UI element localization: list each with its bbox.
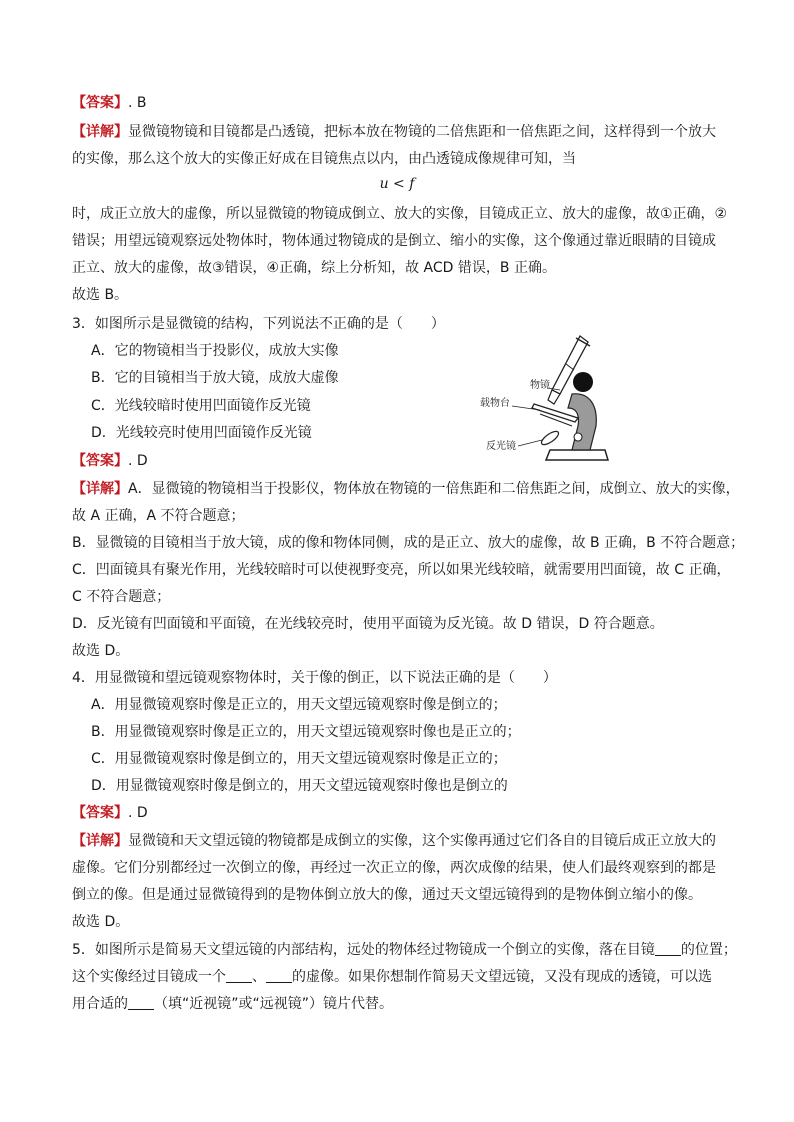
detail-label: 【详解】 — [72, 481, 128, 497]
q4-conclusion: 故选 D。 — [72, 914, 130, 930]
q4-option-c: C．用显微镜观察时像是倒立的，用天文望远镜观察时像是正立的； — [91, 751, 507, 767]
detail-label: 【详解】 — [72, 833, 128, 849]
q4-answer: . D — [128, 805, 148, 821]
q2-detail-line-3: 时，成正立放大的虚像，所以显微镜的物镜成倒立、放大的实像，目镜成正立、放大的虚像，故①正确，② — [72, 206, 728, 222]
q4-option-d: D．用显微镜观察时像是倒立的，用天文望远镜观察时像也是倒立的 — [91, 778, 508, 794]
q3-answer-line — [72, 451, 148, 471]
q3-option-a: A．它的物镜相当于投影仪，成放大实像 — [91, 343, 339, 359]
q3-detail-line-5: C 不符合题意； — [72, 589, 171, 605]
q4-option-a: A．用显微镜观察时像是正立的，用天文望远镜观察时像是倒立的； — [91, 697, 507, 713]
q2-conclusion: 故选 B。 — [72, 287, 129, 303]
q4-answer-line — [72, 803, 148, 823]
q3-detail-line-6: D．反光镜有凹面镜和平面镜，在光线较亮时，使用平面镜为反光镜。故 D 错误，D 符合题意。 — [72, 616, 664, 632]
q4-detail-line-3: 倒立的像。但是通过显微镜得到的是物体倒立放大的像，通过天文望远镜得到的是物体倒立缩小的像。 — [72, 887, 702, 903]
q2-detail-line-5: 正立、放大的虚像，故③错误，④正确，综上分析知，故 ACD 错误，B 正确。 — [72, 260, 556, 276]
q2-detail-line-4: 错误；用望远镜观察远处物体时，物体通过物镜成的是倒立、缩小的实像，这个像通过靠近眼睛的目镜成 — [72, 233, 716, 249]
q3-stem: 3．如图所示是显微镜的结构，下列说法不正确的是（ ） — [72, 316, 445, 332]
q3-detail-line-3: B．显微镜的目镜相当于放大镜，成的像和物体同侧，成的是正立、放大的虚像，故 B 正确，B 不符合题意； — [72, 535, 745, 551]
q5-stem-line-3: 用合适的 （填“近视镜”或“远视镜”）镜片代替。 — [72, 996, 394, 1012]
q3-detail-line-1: 【详解】A．显微镜的物镜相当于投影仪，物体放在物镜的一倍焦距和二倍焦距之间，成倒立、放大的实像， — [72, 481, 740, 497]
q2-formula: u < f — [379, 176, 415, 192]
q3-option-b: B．它的目镜相当于放大镜，成放大虚像 — [91, 370, 339, 386]
answer-label: 【答案】 — [72, 805, 128, 821]
q3-answer: . D — [128, 453, 148, 469]
label-mirror: 反光镜 — [486, 441, 516, 452]
q3-detail-line-4: C．凹面镜具有聚光作用，光线较暗时可以使视野变亮，所以如果光线较暗，就需要用凹面镜，故 C 正确， — [72, 562, 731, 578]
q4-detail-line-2: 虚像。它们分别都经过一次倒立的像，再经过一次正立的像，两次成像的结果，使人们最终观察到的都是 — [72, 860, 716, 876]
label-stage: 载物台 — [480, 398, 510, 409]
q4-option-b: B．用显微镜观察时像是正立的，用天文望远镜观察时像也是正立的； — [91, 724, 521, 740]
q4-stem: 4．用显微镜和望远镜观察物体时，关于像的倒正，以下说法正确的是（ ） — [72, 670, 557, 686]
answer-blank-1[interactable] — [655, 941, 681, 956]
answer-label: 【答案】 — [72, 453, 128, 469]
q3-detail-line-2: 故 A 正确，A 不符合题意； — [72, 508, 245, 524]
answer-blank-2[interactable] — [226, 968, 252, 983]
q5-stem-line-2: 这个实像经过目镜成一个 、 的虚像。如果你想制作简易天文望远镜，又没有现成的透镜，可以选 — [72, 969, 712, 985]
label-objective: 物镜 — [530, 380, 550, 391]
q5-stem-line-1: 5．如图所示是简易天文望远镜的内部结构，远处的物体经过物镜成一个倒立的实像，落在目镜 的位置； — [72, 942, 737, 958]
q3-conclusion: 故选 D。 — [72, 643, 130, 659]
q4-detail-line-1: 【详解】显微镜和天文望远镜的物镜都是成倒立的实像，这个实像再通过它们各自的目镜后成正立放大的 — [72, 833, 716, 849]
q3-option-d: D．光线较亮时使用凹面镜作反光镜 — [91, 425, 312, 441]
microscope-figure — [480, 334, 615, 464]
detail-label: 【详解】 — [72, 124, 128, 140]
q2-detail-line-1: 【详解】显微镜物镜和目镜都是凸透镜，把标本放在物镜的二倍焦距和一倍焦距之间，这样得到一个放大 — [72, 124, 716, 140]
answer-label: 【答案】 — [72, 95, 128, 111]
q2-detail-line-2: 的实像，那么这个放大的实像正好成在目镜焦点以内，由凸透镜成像规律可知，当 — [72, 151, 576, 167]
answer-blank-3[interactable] — [266, 968, 292, 983]
q3-option-c: C．光线较暗时使用凹面镜作反光镜 — [91, 398, 311, 414]
answer-blank-4[interactable] — [128, 995, 154, 1010]
q2-answer: . B — [128, 95, 147, 111]
q2-answer-line — [72, 93, 147, 113]
